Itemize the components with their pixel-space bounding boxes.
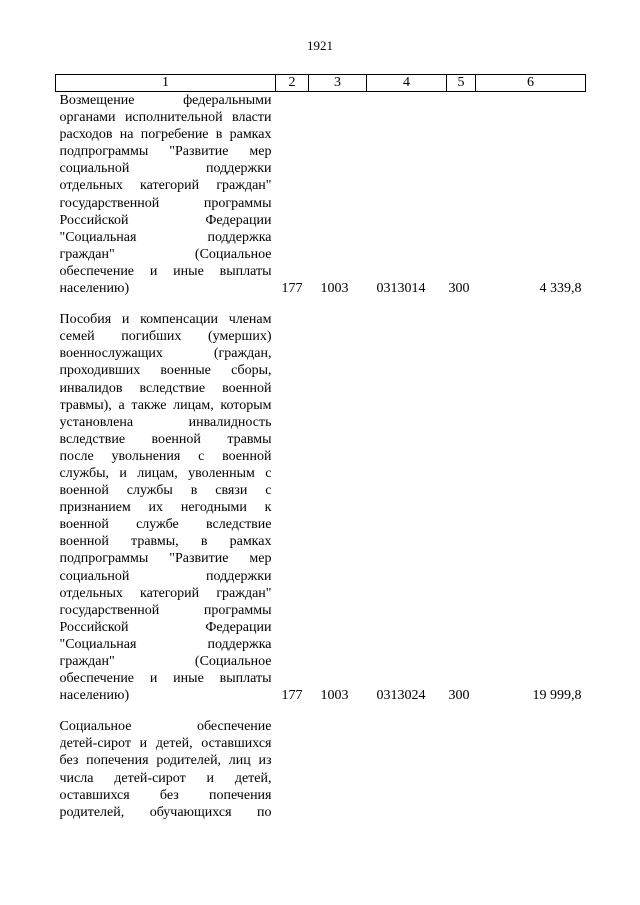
desc-line: военной службы в связи с bbox=[59, 483, 272, 499]
table-row bbox=[56, 92, 586, 298]
desc-line: обеспечение и иные выплаты bbox=[59, 671, 272, 687]
row-expense-type: 300 bbox=[448, 688, 470, 704]
table-header-row bbox=[56, 75, 586, 92]
desc-line: отдельных категорий граждан" bbox=[59, 585, 272, 601]
row-target-code: 0313014 bbox=[376, 281, 426, 297]
desc-line: населению) bbox=[59, 688, 130, 704]
row-amount: 19 999,8 bbox=[532, 688, 582, 704]
row-description bbox=[56, 297, 276, 704]
header-col-4: 4 bbox=[367, 75, 447, 92]
row-section-code: 1003 bbox=[320, 281, 349, 297]
desc-line: государственной программы bbox=[59, 602, 272, 618]
desc-line: граждан" (Социальное bbox=[59, 654, 272, 669]
desc-line: семей погибших (умерших) bbox=[59, 329, 272, 345]
desc-line: проходивших военные сборы, bbox=[59, 363, 272, 379]
row-section-code bbox=[309, 704, 367, 821]
table-row bbox=[56, 297, 586, 704]
desc-line: военнослужащих (граждан, bbox=[59, 346, 272, 362]
desc-line: родителей, обучающихся по bbox=[59, 804, 272, 820]
row-description bbox=[56, 92, 276, 298]
desc-line: подпрограммы "Развитие мер bbox=[59, 551, 272, 567]
row-amount: 4 339,8 bbox=[539, 281, 582, 297]
row-ministry-code bbox=[276, 704, 309, 821]
header-col-6: 6 bbox=[476, 75, 586, 92]
row-ministry-code: 177 bbox=[281, 688, 303, 704]
row-amount bbox=[476, 704, 586, 821]
desc-line: социальной поддержки bbox=[59, 161, 272, 177]
desc-line: подпрограммы "Развитие мер bbox=[59, 144, 272, 160]
desc-line: военной службе вследствие bbox=[59, 517, 272, 533]
desc-line: вследствие военной травмы bbox=[59, 431, 272, 447]
desc-line: после увольнения с военной bbox=[59, 448, 272, 464]
row-expense-type: 300 bbox=[448, 281, 470, 297]
desc-line: службы, и лицам, уволенным с bbox=[59, 465, 272, 481]
header-col-2: 2 bbox=[276, 75, 309, 92]
desc-line: признанием их негодными к bbox=[59, 500, 272, 516]
page-number: 1921 bbox=[307, 38, 333, 53]
desc-line: расходов на погребение в рамках bbox=[59, 127, 272, 143]
header-col-5: 5 bbox=[447, 75, 476, 92]
desc-line: Российской Федерации bbox=[59, 619, 272, 635]
budget-table bbox=[55, 74, 586, 821]
row-ministry-code: 177 bbox=[281, 281, 303, 297]
desc-line: населению) bbox=[59, 281, 130, 297]
desc-line: отдельных категорий граждан" bbox=[59, 178, 272, 194]
row-target-code bbox=[367, 704, 447, 821]
desc-line: оставшихся без попечения bbox=[59, 787, 272, 803]
desc-line: государственной программы bbox=[59, 195, 272, 211]
desc-line: без попечения родителей, лиц из bbox=[59, 753, 272, 769]
desc-line: Возмещение федеральными bbox=[59, 93, 272, 108]
desc-line: Российской Федерации bbox=[59, 212, 272, 228]
desc-line: "Социальная поддержка bbox=[59, 636, 272, 652]
row-target-code: 0313024 bbox=[376, 688, 426, 704]
desc-line: числа детей-сирот и детей, bbox=[59, 770, 272, 786]
row-section-code: 1003 bbox=[320, 688, 349, 704]
row-description bbox=[56, 704, 276, 821]
desc-line: Социальное обеспечение bbox=[59, 719, 272, 735]
desc-line: Пособия и компенсации членам bbox=[59, 312, 272, 328]
header-col-1: 1 bbox=[56, 75, 276, 92]
header-col-3: 3 bbox=[309, 75, 367, 92]
desc-line: военной травмы, в рамках bbox=[59, 534, 272, 550]
desc-line: травмы), а также лицам, которым bbox=[59, 397, 272, 413]
desc-line: органами исполнительной власти bbox=[59, 110, 272, 126]
desc-line: социальной поддержки bbox=[59, 568, 272, 584]
table-row bbox=[56, 704, 586, 821]
desc-line: установлена инвалидность bbox=[59, 414, 272, 430]
row-expense-type bbox=[447, 704, 476, 821]
desc-line: граждан" (Социальное bbox=[59, 246, 272, 262]
desc-line: инвалидов вследствие военной bbox=[59, 380, 272, 396]
desc-line: обеспечение и иные выплаты bbox=[59, 263, 272, 279]
desc-line: детей-сирот и детей, оставшихся bbox=[59, 736, 272, 752]
desc-line: "Социальная поддержка bbox=[59, 229, 272, 245]
